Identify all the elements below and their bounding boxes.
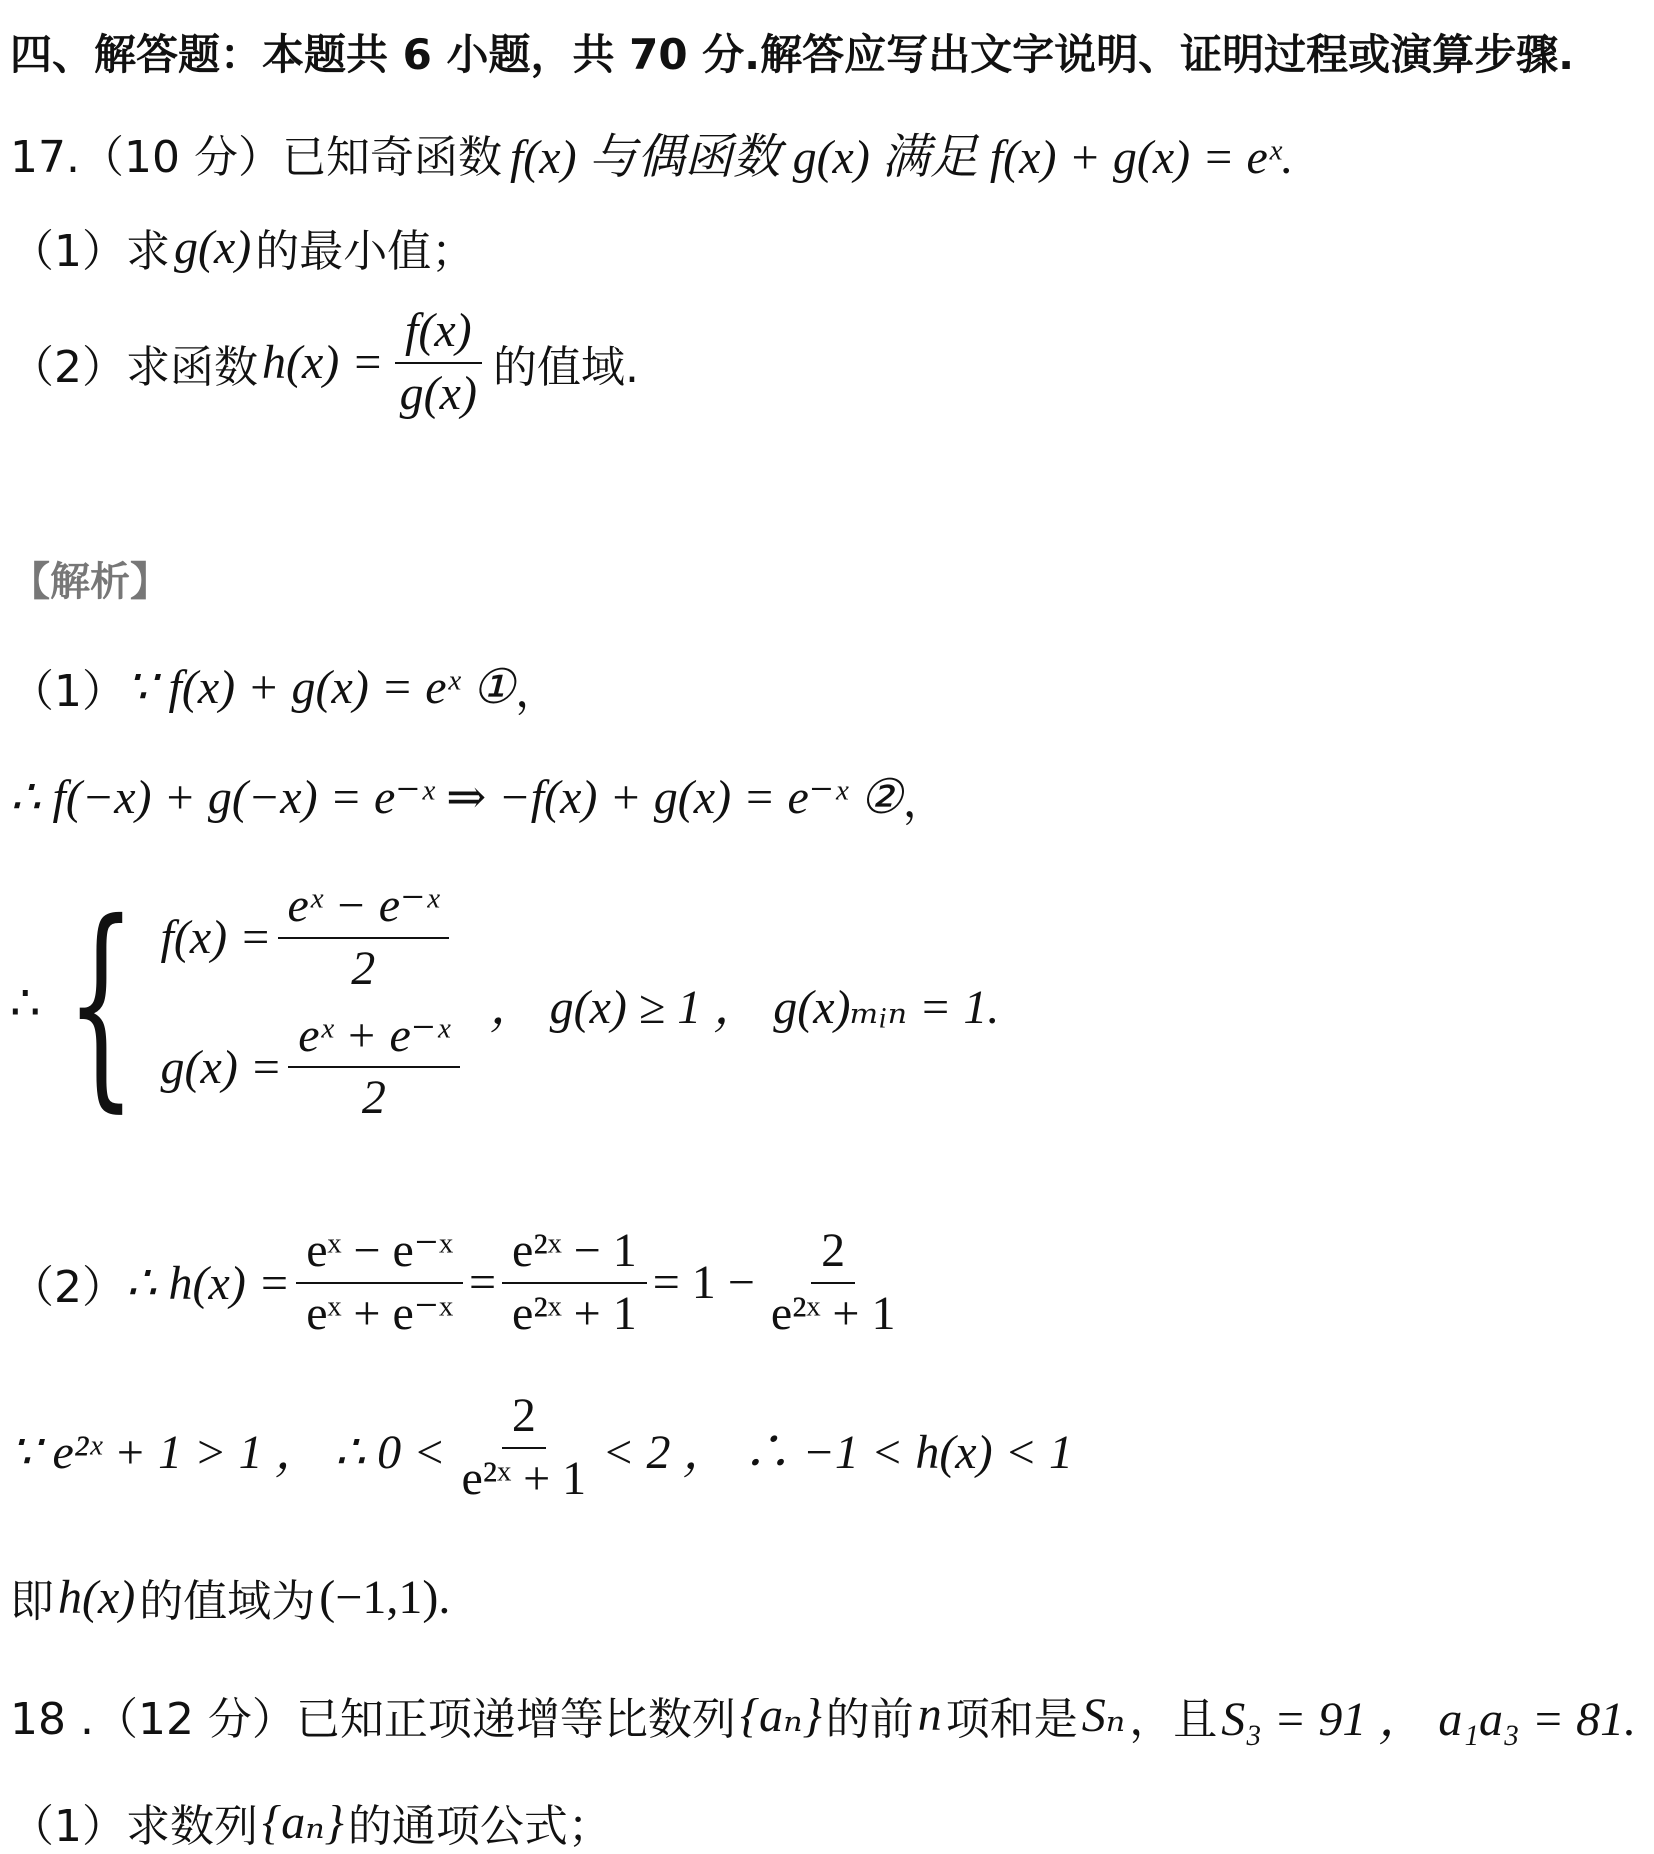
q17-part2-suffix: 的值域. [492,341,639,393]
q18-stem-mid2: 项和是 [945,1693,1078,1745]
fraction-denominator: e²ˣ + 1 [770,1286,896,1340]
left-brace-icon: { [65,874,136,1131]
q18-sequence: {aₙ} [739,1688,822,1742]
solution-step-2-math: ∴ f(−x) + g(−x) = e⁻ˣ ⇒ −f(x) + g(x) = e⁻ˣ ② [10,771,903,824]
fraction-numerator: eˣ − e⁻ˣ [278,880,449,939]
solution-system [10,874,1634,1131]
equation-system [41,874,466,1131]
q17-part1-prefix: （1）求 [10,226,170,277]
solution-conclusion [10,1565,1634,1629]
q18-part1 [10,1790,1634,1854]
q17-stem [10,118,1634,187]
equals-sign: = [468,1256,497,1310]
system-f-lhs: f(x) = [160,911,272,965]
conclusion-prefix: 即 [10,1576,54,1627]
system-rows [161,880,466,1125]
q17-part1-suffix: 的最小值； [255,226,476,277]
system-f-fraction [278,880,449,996]
q18-stem-prefix: 18 .（12 分）已知正项递增等比数列 [10,1693,736,1745]
fraction-numerator: e²ˣ − 1 [502,1225,647,1284]
q18-condition: S₃ = 91 ， a₁a₃ = 81. [1221,1693,1637,1746]
fraction-numerator: 2 [811,1225,855,1284]
q17-part1-math: g(x) [174,220,252,274]
solution-part2-lhs: ∴ h(x) = [126,1256,291,1310]
conclusion-math: h(x) [58,1570,136,1624]
q18-stem [10,1680,1637,1749]
q18-stem-mid3: ，且 [1129,1693,1218,1745]
q17-stem-math: f(x) 与偶函数 g(x) 满足 f(x) + g(x) = eˣ. [509,131,1294,184]
solution-part2-prefix: （2） [10,1261,126,1313]
q17-stem-prefix: 17.（10 分）已知奇函数 [10,131,502,183]
solution-part2-frac3 [761,1225,906,1341]
solution-step-1-suffix: ， [515,666,560,717]
solution-label [10,550,1634,607]
fraction-numerator: eˣ + e⁻ˣ [288,1010,459,1069]
system-therefore: ∴ [10,976,41,1030]
section-header-text: 四、解答题：本题共 6 小题，共 70 分.解答应写出文字说明、证明过程或演算步骤. [10,30,1575,79]
fraction-denominator: g(x) [399,366,477,420]
fraction-numerator: eˣ − e⁻ˣ [296,1225,463,1284]
conclusion-mid: 的值域为 [139,1576,316,1627]
system-row-f [161,880,466,996]
q18-n: n [917,1688,942,1741]
q18-part1-suffix: 的通项公式； [347,1801,612,1852]
solution-inequality [10,1390,1634,1506]
q18-stem-mid1: 的前 [825,1693,914,1745]
equals-one-minus: = 1 − [652,1256,755,1310]
solution-part2-frac1 [296,1225,463,1341]
q18-part1-sequence: {aₙ} [262,1796,344,1849]
fraction-denominator: 2 [361,1071,386,1125]
section-header [10,22,1634,82]
q18-part1-prefix: （1）求数列 [10,1801,258,1852]
fraction-denominator: eˣ + e⁻ˣ [306,1286,453,1340]
inequality-left: ∵ e²ˣ + 1 > 1 ， ∴ 0 < [10,1426,446,1480]
system-tail: ， g(x) ≥ 1 ， g(x)ₘᵢₙ = 1. [489,981,1000,1035]
fraction-numerator: 2 [502,1390,546,1449]
fraction-numerator: f(x) [395,305,482,364]
q17-part2-prefix: （2）求函数 [10,341,258,393]
system-g-lhs: g(x) = [160,1040,283,1094]
solution-step-2-suffix: ， [902,776,947,827]
inequality-right: < 2 ， ∴ −1 < h(x) < 1 [602,1426,1073,1480]
solution-part2 [10,1225,1634,1341]
system-row-g [161,1010,466,1126]
solution-step-2 [10,765,1634,829]
fraction-denominator: e²ˣ + 1 [461,1451,587,1505]
conclusion-range: (−1,1). [319,1570,451,1624]
system-g-fraction [288,1010,459,1126]
q17-part2 [10,305,1634,421]
solution-step-1 [10,655,1634,719]
solution-part2-frac2 [502,1225,647,1341]
solution-step-1-prefix: （1） [10,666,126,717]
q18-sn: Sₙ [1081,1688,1126,1742]
fraction-denominator: 2 [351,941,376,995]
q17-part2-fraction [390,305,487,421]
q17-part1 [10,215,1634,279]
q17-part2-lhs: h(x) = [262,336,384,390]
solution-label-text: 【解析】 [10,559,170,605]
solution-step-1-math: ∵ f(x) + g(x) = eˣ ① [126,661,516,714]
fraction-denominator: e²ˣ + 1 [512,1286,637,1340]
inequality-fraction [452,1390,597,1506]
